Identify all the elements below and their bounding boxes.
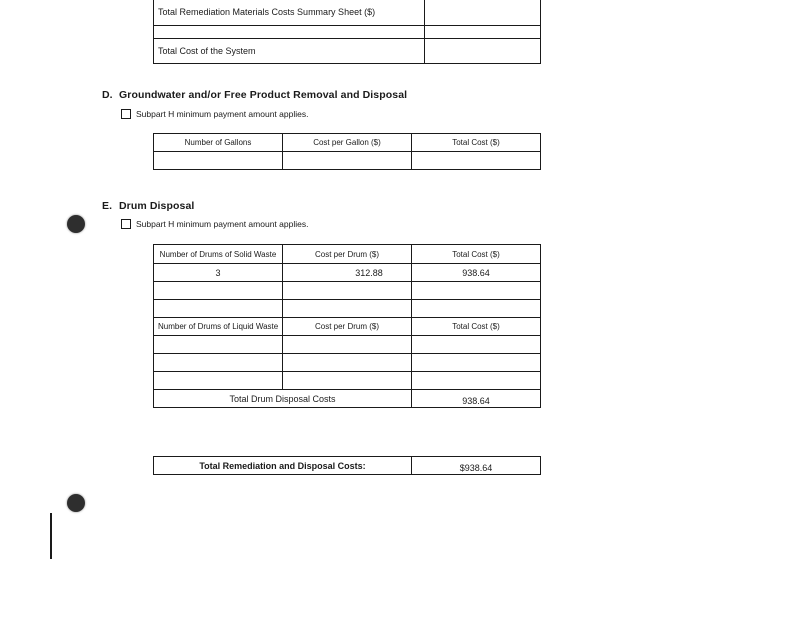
liquid-drums-cell[interactable]: [154, 372, 283, 390]
gallons-header: Number of Gallons: [154, 134, 283, 152]
summary-blank-value: [425, 26, 541, 39]
summary-blank-label: [154, 26, 425, 39]
solid-cost-cell[interactable]: [283, 282, 412, 300]
table-row: [154, 300, 541, 318]
margin-bar: [50, 513, 52, 559]
summary-materials-value: [425, 0, 541, 26]
solid-total-header: Total Cost ($): [412, 245, 541, 264]
grand-total-label: Total Remediation and Disposal Costs:: [154, 457, 412, 475]
section-d-checkbox-label: Subpart H minimum payment amount applies.: [136, 109, 309, 119]
liquid-drums-cell[interactable]: [154, 354, 283, 372]
liquid-cost-cell[interactable]: [283, 354, 412, 372]
section-e-checkbox-label: Subpart H minimum payment amount applies.: [136, 219, 309, 229]
table-row: [154, 264, 541, 282]
solid-drums-cell[interactable]: 3: [154, 264, 283, 282]
drum-disposal-total-label: Total Drum Disposal Costs: [154, 390, 412, 408]
section-e-heading: [102, 200, 194, 212]
cost-per-gallon-cell[interactable]: [283, 152, 412, 170]
section-d-heading: [102, 89, 407, 101]
groundwater-total-header: Total Cost ($): [412, 134, 541, 152]
groundwater-total-cell[interactable]: [412, 152, 541, 170]
cost-per-gallon-header: Cost per Gallon ($): [283, 134, 412, 152]
liquid-total-cell[interactable]: [412, 372, 541, 390]
section-d-minimum-checkbox-row[interactable]: [121, 109, 308, 119]
drum-disposal-total-value: 938.64: [412, 390, 541, 408]
groundwater-cost-table: [153, 133, 541, 170]
section-d-minimum-checkbox[interactable]: [121, 109, 131, 119]
gallons-cell[interactable]: [154, 152, 283, 170]
liquid-total-cell[interactable]: [412, 336, 541, 354]
section-e-title: Drum Disposal: [119, 200, 195, 212]
liquid-cost-per-drum-header: Cost per Drum ($): [283, 318, 412, 336]
section-e-minimum-checkbox-row[interactable]: [121, 219, 308, 229]
binder-hole-upper: [67, 215, 85, 233]
section-e-minimum-checkbox[interactable]: [121, 219, 131, 229]
liquid-total-header: Total Cost ($): [412, 318, 541, 336]
solid-cost-cell[interactable]: [283, 300, 412, 318]
section-d-title: Groundwater and/or Free Product Removal and Disposal: [119, 89, 408, 101]
liquid-drums-cell[interactable]: [154, 336, 283, 354]
solid-total-cell[interactable]: 938.64: [412, 264, 541, 282]
liquid-cost-cell[interactable]: [283, 372, 412, 390]
solid-total-cell[interactable]: [412, 282, 541, 300]
binder-hole-lower: [67, 494, 85, 512]
table-row: [154, 372, 541, 390]
drum-disposal-table: [153, 244, 541, 408]
liquid-cost-cell[interactable]: [283, 336, 412, 354]
table-row: [154, 354, 541, 372]
table-row: [154, 336, 541, 354]
summary-system-label: Total Cost of the System: [154, 39, 425, 64]
summary-system-value: [425, 39, 541, 64]
solid-cost-per-drum-header: Cost per Drum ($): [283, 245, 412, 264]
solid-cost-cell[interactable]: 312.88: [283, 264, 412, 282]
solid-total-cell[interactable]: [412, 300, 541, 318]
solid-drums-header: Number of Drums of Solid Waste: [154, 245, 283, 264]
table-row: [154, 282, 541, 300]
section-d-letter: D.: [102, 89, 113, 101]
remediation-summary-table: [153, 0, 541, 64]
grand-total-value: $938.64: [412, 457, 541, 475]
solid-drums-cell[interactable]: [154, 282, 283, 300]
liquid-total-cell[interactable]: [412, 354, 541, 372]
section-e-letter: E.: [102, 200, 113, 212]
grand-total-table: [153, 456, 541, 475]
solid-drums-cell[interactable]: [154, 300, 283, 318]
summary-materials-label: Total Remediation Materials Costs Summary Sheet ($): [154, 0, 425, 26]
liquid-drums-header: Number of Drums of Liquid Waste: [154, 318, 283, 336]
